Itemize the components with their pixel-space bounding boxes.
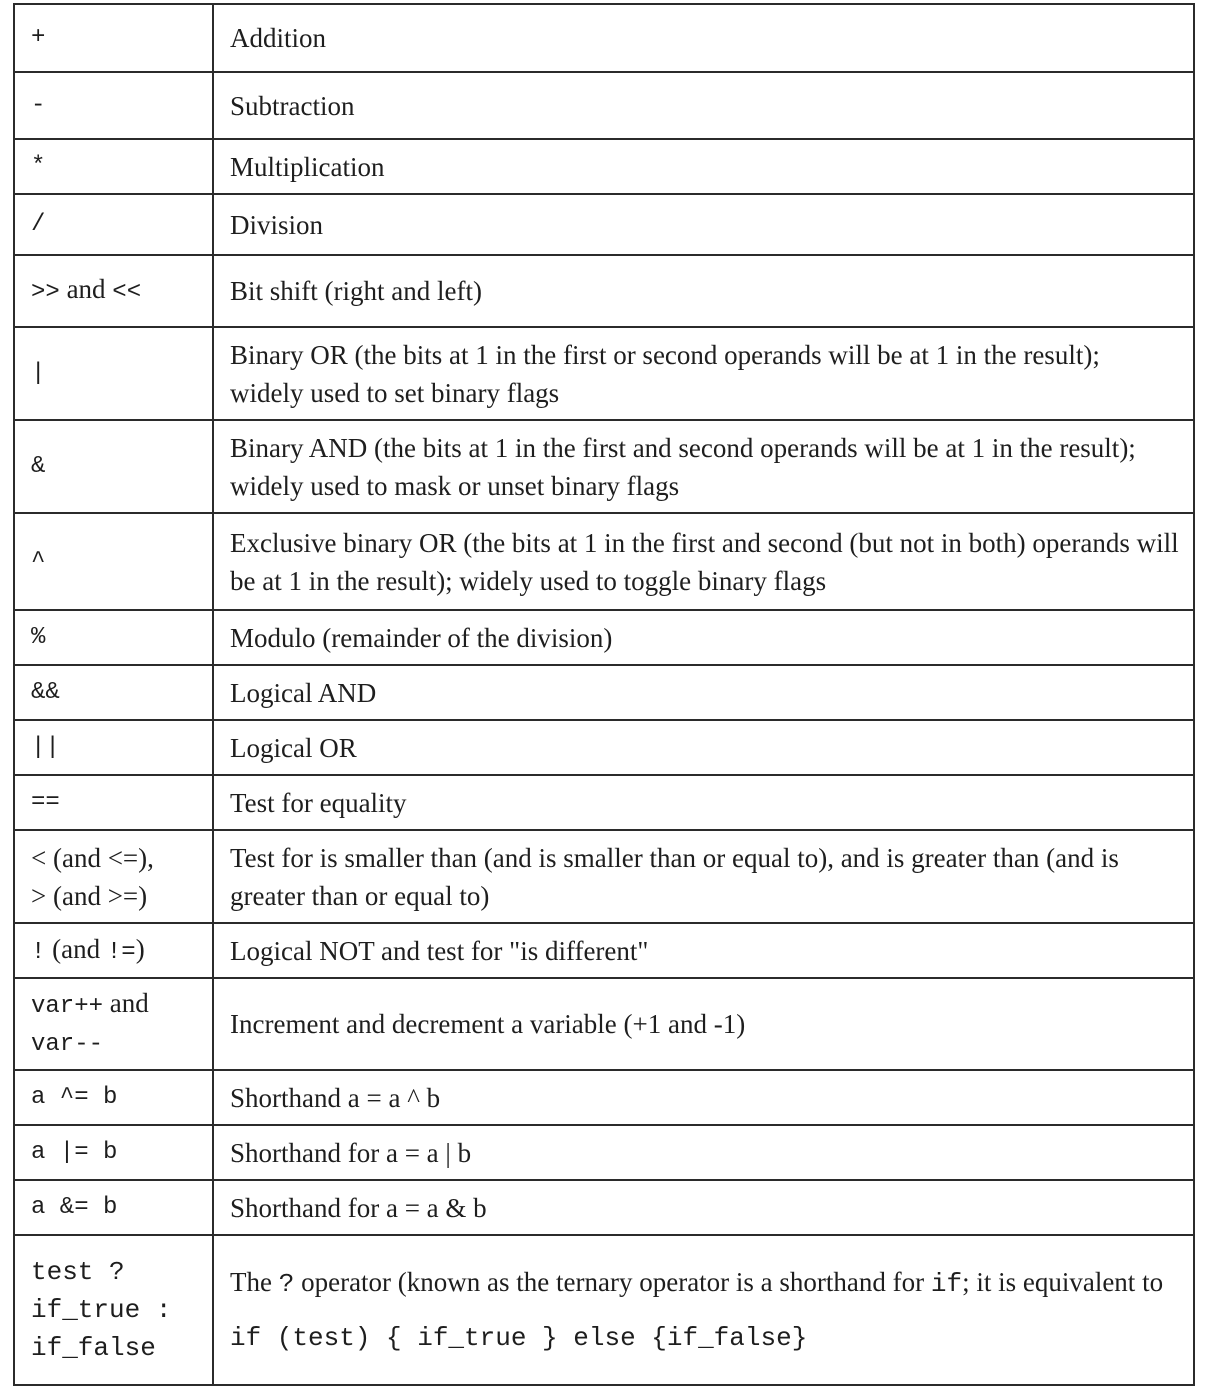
operator-cell: * bbox=[14, 139, 213, 194]
operator-code: ! bbox=[31, 938, 46, 966]
description-cell: Modulo (remainder of the division) bbox=[213, 610, 1194, 665]
table-row bbox=[14, 1180, 1194, 1235]
operator-cell: ^ bbox=[14, 513, 213, 610]
table-row bbox=[14, 720, 1194, 775]
table-row bbox=[14, 194, 1194, 255]
operator-cell: || bbox=[14, 720, 213, 775]
operator-cell bbox=[14, 1235, 213, 1385]
operator-text: and bbox=[59, 274, 113, 304]
table-row bbox=[14, 139, 1194, 194]
operators-table bbox=[13, 3, 1195, 1386]
operator-code: var++ bbox=[31, 993, 104, 1020]
description-cell: Test for is smaller than (and is smaller than or equal to), and is greater than (and is greater than or equal to) bbox=[213, 830, 1194, 923]
operator-line: if_false bbox=[31, 1333, 156, 1363]
table-row bbox=[14, 327, 1194, 420]
table-row bbox=[14, 775, 1194, 830]
operator-cell: == bbox=[14, 775, 213, 830]
description-cell: Increment and decrement a variable (+1 and -1) bbox=[213, 978, 1194, 1070]
table-row bbox=[14, 1070, 1194, 1125]
table-row bbox=[14, 1125, 1194, 1180]
description-text: operator (known as the ternary operator is a shorthand for bbox=[294, 1267, 931, 1297]
table-row bbox=[14, 978, 1194, 1070]
description-cell: Division bbox=[213, 194, 1194, 255]
table-row bbox=[14, 665, 1194, 720]
table-row bbox=[14, 255, 1194, 327]
description-cell: Logical OR bbox=[213, 720, 1194, 775]
description-cell: Test for equality bbox=[213, 775, 1194, 830]
description-text: The bbox=[230, 1267, 279, 1297]
table-row bbox=[14, 420, 1194, 513]
table-row bbox=[14, 72, 1194, 139]
description-cell: Shorthand for a = a & b bbox=[213, 1180, 1194, 1235]
operator-cell: % bbox=[14, 610, 213, 665]
operator-text: ) bbox=[135, 933, 145, 964]
description-cell: Addition bbox=[213, 4, 1194, 72]
description-text: ; it is equivalent to bbox=[962, 1267, 1164, 1297]
operator-cell: | bbox=[14, 327, 213, 420]
operator-cell bbox=[14, 255, 213, 327]
description-cell: Binary OR (the bits at 1 in the first or second operands will be at 1 in the result); widely used to set binary flags bbox=[213, 327, 1194, 420]
inline-code: if bbox=[930, 1269, 963, 1299]
inline-code: ? bbox=[278, 1269, 295, 1299]
operator-code: var-- bbox=[31, 1031, 104, 1058]
operator-code: << bbox=[112, 279, 142, 306]
operator-line: > (and >=) bbox=[31, 880, 148, 911]
operator-text: and bbox=[103, 988, 149, 1018]
operator-cell: a |= b bbox=[14, 1125, 213, 1180]
operator-cell: - bbox=[14, 72, 213, 139]
table-row bbox=[14, 1235, 1194, 1385]
description-cell: Exclusive binary OR (the bits at 1 in the first and second (but not in both) operands will be at 1 in the result); widely used to toggle binary flags bbox=[213, 513, 1194, 610]
operator-cell bbox=[14, 830, 213, 923]
operator-cell: & bbox=[14, 420, 213, 513]
operator-cell: a ^= b bbox=[14, 1070, 213, 1125]
description-cell: Multiplication bbox=[213, 139, 1194, 194]
operator-line: < (and <=), bbox=[31, 842, 154, 873]
operator-line: if_true : bbox=[31, 1295, 172, 1325]
description-cell: Bit shift (right and left) bbox=[213, 255, 1194, 327]
description-cell bbox=[213, 1235, 1194, 1385]
operator-cell bbox=[14, 923, 213, 978]
operator-cell bbox=[14, 978, 213, 1070]
operator-line: test ? bbox=[31, 1257, 125, 1287]
table-row bbox=[14, 830, 1194, 923]
operator-code: != bbox=[106, 938, 136, 966]
description-cell: Subtraction bbox=[213, 72, 1194, 139]
operator-cell: a &= b bbox=[14, 1180, 213, 1235]
description-cell: Binary AND (the bits at 1 in the first and second operands will be at 1 in the result); widely used to mask or unset binary flags bbox=[213, 420, 1194, 513]
description-cell: Shorthand a = a ^ b bbox=[213, 1070, 1194, 1125]
code-example: if (test) { if_true } else {if_false} bbox=[230, 1323, 808, 1353]
description-cell: Shorthand for a = a | b bbox=[213, 1125, 1194, 1180]
description-cell: Logical NOT and test for "is different" bbox=[213, 923, 1194, 978]
table-row bbox=[14, 4, 1194, 72]
table-row bbox=[14, 513, 1194, 610]
operator-cell: / bbox=[14, 194, 213, 255]
operator-text: (and bbox=[45, 933, 107, 964]
operator-code: >> bbox=[31, 279, 60, 306]
operator-cell: + bbox=[14, 4, 213, 72]
description-cell: Logical AND bbox=[213, 665, 1194, 720]
table-row bbox=[14, 610, 1194, 665]
operator-cell: && bbox=[14, 665, 213, 720]
table-row bbox=[14, 923, 1194, 978]
